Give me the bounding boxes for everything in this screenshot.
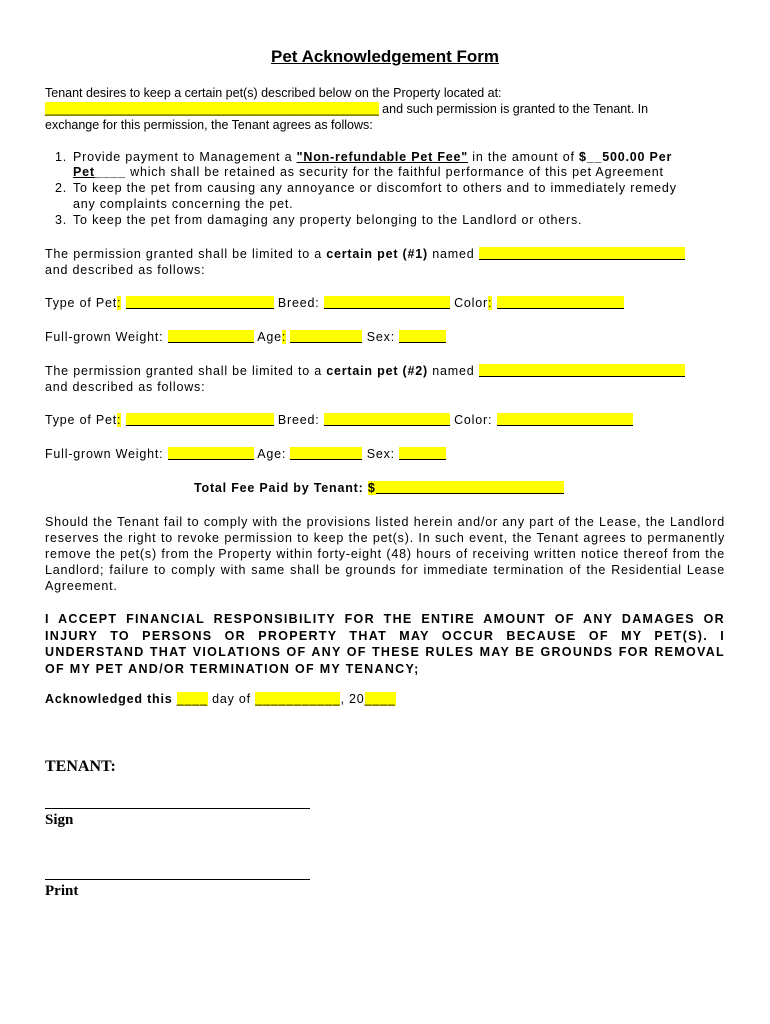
pet1-color-field[interactable] [497, 296, 624, 309]
total-fee-line: Total Fee Paid by Tenant: $ [194, 481, 564, 495]
list-item-2-cont: any complaints concerning the pet. [73, 197, 294, 211]
form-title: Pet Acknowledgement Form [271, 47, 499, 66]
pet2-details-row-1: Type of Pet: Breed: Color: [45, 413, 633, 427]
pet2-name-field[interactable] [479, 364, 685, 377]
revocation-paragraph: Should the Tenant fail to comply with the provisions listed herein and/or any part of the Lease, the Landlord reserves the right to revoke permission to keep the pet(s). In such event, the Tenant agrees to permanently remove the pet(s) from the Property within forty-eight (48) hours of receiving written notice thereof from the Landlord; failure to comply with same shall be grounds for immediate termination of the Residential Lease Agreement. [45, 515, 725, 593]
acceptance-statement: I ACCEPT FINANCIAL RESPONSIBILITY FOR THE ENTIRE AMOUNT OF ANY DAMAGES OR INJURY TO PERSONS OR PROPERTY THAT MAY OCCUR BECAUSE OF MY PET(S). I UNDERSTAND THAT VIOLATIONS OF ANY OF THESE RULES MAY BE GROUNDS FOR REMOVAL OF MY PET AND/OR TERMINATION OF MY TENANCY; [45, 612, 725, 676]
pet2-sex-field[interactable] [399, 447, 446, 460]
list-item-2: 2. To keep the pet from causing any annoyance or discomfort to others and to immediately remedy [54, 181, 677, 195]
total-fee-field[interactable] [376, 481, 564, 494]
pet1-sex-field[interactable] [399, 330, 446, 343]
print-line[interactable] [45, 879, 310, 880]
tenant-heading: TENANT: [45, 758, 116, 775]
list-item-1: 1. Provide payment to Management a "Non-refundable Pet Fee" in the amount of $__500.00 Per [54, 150, 673, 164]
pet2-breed-field[interactable] [324, 413, 450, 426]
intro-line-2: ________________________________________________ and such permission is granted to the Tenant. In [45, 102, 649, 116]
pet1-weight-field[interactable] [168, 330, 254, 343]
pet2-permission-line: The permission granted shall be limited to a certain pet (#2) named [45, 364, 685, 378]
non-refundable-fee-label: "Non-refundable Pet Fee" [296, 150, 468, 164]
pet-fee-amount: $__500.00 Per [579, 150, 673, 164]
pet1-type-field[interactable] [126, 296, 274, 309]
sign-label: Sign [45, 812, 74, 828]
pet1-breed-field[interactable] [324, 296, 450, 309]
print-label: Print [45, 883, 79, 899]
pet2-details-row-2: Full-grown Weight: Age: Sex: [45, 447, 446, 461]
pet1-age-field[interactable] [290, 330, 362, 343]
pet1-name-field[interactable] [479, 247, 685, 260]
property-address-field[interactable]: ________________________________________________ [45, 102, 379, 116]
pet2-weight-field[interactable] [168, 447, 254, 460]
ack-month-field[interactable]: ___________ [255, 692, 341, 706]
list-item-1-cont: Pet____ which shall be retained as security for the faithful performance of this pet Agreement [73, 165, 664, 179]
ack-day-field[interactable]: ____ [176, 692, 208, 706]
intro-line-3: exchange for this permission, the Tenant agrees as follows: [45, 118, 373, 132]
pet1-described: and described as follows: [45, 263, 206, 277]
pet-fee-blank[interactable]: ____ [94, 165, 126, 179]
pet2-color-field[interactable] [497, 413, 633, 426]
pet1-permission-line: The permission granted shall be limited to a certain pet (#1) named [45, 247, 685, 261]
pet1-details-row-2: Full-grown Weight: Age: Sex: [45, 330, 446, 344]
pet2-type-field[interactable] [126, 413, 274, 426]
intro-line-1: Tenant desires to keep a certain pet(s) described below on the Property located at: [45, 86, 502, 100]
sign-line[interactable] [45, 808, 310, 809]
list-item-3: 3. To keep the pet from damaging any property belonging to the Landlord or others. [54, 213, 583, 227]
acknowledged-line: Acknowledged this ____ day of ___________, 20____ [45, 692, 396, 706]
pet2-described: and described as follows: [45, 380, 206, 394]
ack-year-field[interactable]: ____ [364, 692, 396, 706]
pet2-age-field[interactable] [290, 447, 362, 460]
pet1-details-row-1: Type of Pet: Breed: Color: [45, 296, 624, 310]
